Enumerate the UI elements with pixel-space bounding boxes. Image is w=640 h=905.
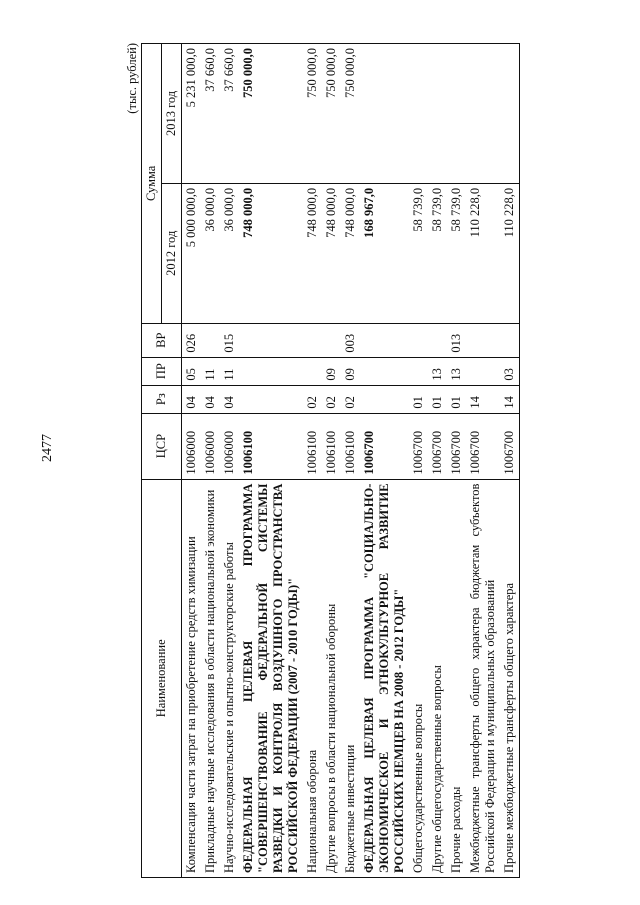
row-pr: 09 [341,357,360,385]
header-rz: Рз [142,385,182,413]
row-vr [239,323,303,357]
row-name: Национальная оборона [303,479,322,877]
table-row [428,44,447,878]
row-sum-2012: 168 967,0 [360,183,409,323]
row-csr: 1006700 [360,413,409,479]
row-csr: 1006000 [201,413,220,479]
row-name: Межбюджетные трансферты общего характера бюджетам субъектов Российской Федерации и муниципальных образований [466,479,500,877]
row-pr: 13 [428,357,447,385]
row-vr: 026 [182,323,202,357]
table-row [220,44,239,878]
row-rz [360,385,409,413]
page-number: 2477 [40,434,55,462]
row-csr: 1006700 [447,413,466,479]
header-2012: 2012 год [162,183,182,323]
row-pr: 09 [322,357,341,385]
row-rz: 04 [182,385,202,413]
row-pr: 03 [500,357,520,385]
row-csr: 1006700 [466,413,500,479]
row-sum-2013 [428,44,447,184]
row-sum-2013: 5 231 000,0 [182,44,202,184]
row-name: Прочие расходы [447,479,466,877]
row-csr: 1006700 [428,413,447,479]
row-sum-2012: 110 228,0 [466,183,500,323]
units-note: (тыс. рублей) [125,43,139,114]
row-rz: 02 [341,385,360,413]
row-name: Другие общегосударственные вопросы [428,479,447,877]
row-rz: 01 [428,385,447,413]
row-name: Общегосударственные вопросы [409,479,428,877]
row-sum-2012: 36 000,0 [201,183,220,323]
table-row [239,44,303,878]
row-sum-2012: 5 000 000,0 [182,183,202,323]
table-row [360,44,409,878]
row-csr: 1006100 [303,413,322,479]
row-name: Компенсация части затрат на приобретение средств химизации [182,479,202,877]
row-sum-2013 [447,44,466,184]
row-sum-2013 [360,44,409,184]
header-name: Наименование [142,479,182,877]
row-rz: 01 [409,385,428,413]
table-body [182,44,520,878]
row-sum-2013 [409,44,428,184]
row-sum-2013: 750 000,0 [239,44,303,184]
rotated-page [125,43,625,878]
table-row [409,44,428,878]
row-vr: 015 [220,323,239,357]
row-sum-2013: 750 000,0 [341,44,360,184]
table-row [303,44,322,878]
row-vr [360,323,409,357]
row-sum-2013: 750 000,0 [322,44,341,184]
table-row [500,44,520,878]
header-pr: ПР [142,357,182,385]
row-pr [466,357,500,385]
row-name: Прикладные научные исследования в области национальной экономики [201,479,220,877]
row-vr: 003 [341,323,360,357]
row-pr: 05 [182,357,202,385]
row-name: ФЕДЕРАЛЬНАЯ ЦЕЛЕВАЯ ПРОГРАММА "СОВЕРШЕНСТВОВАНИЕ ФЕДЕРАЛЬНОЙ СИСТЕМЫ РАЗВЕДКИ И КОНТРОЛЯ ВОЗДУШНОГО ПРОСТРАНСТВА РОССИЙСКОЙ ФЕДЕРАЦИИ (2007 - 2010 ГОДЫ)" [239,479,303,877]
row-pr: 11 [201,357,220,385]
row-name: Бюджетные инвестиции [341,479,360,877]
row-sum-2013: 37 660,0 [201,44,220,184]
row-csr: 1006000 [182,413,202,479]
row-sum-2012: 36 000,0 [220,183,239,323]
row-sum-2012: 58 739,0 [428,183,447,323]
row-csr: 1006100 [322,413,341,479]
row-csr: 1006700 [500,413,520,479]
row-sum-2013: 37 660,0 [220,44,239,184]
row-name: ФЕДЕРАЛЬНАЯ ЦЕЛЕВАЯ ПРОГРАММА "СОЦИАЛЬНО-ЭКОНОМИЧЕСКОЕ И ЭТНОКУЛЬТУРНОЕ РАЗВИТИЕ РОССИЙСКИХ НЕМЦЕВ НА 2008 - 2012 ГОДЫ" [360,479,409,877]
row-sum-2013 [466,44,500,184]
row-csr: 1006100 [341,413,360,479]
budget-table [141,43,520,878]
row-vr [201,323,220,357]
row-sum-2013: 750 000,0 [303,44,322,184]
row-vr [500,323,520,357]
row-rz: 14 [466,385,500,413]
row-sum-2012: 748 000,0 [322,183,341,323]
row-pr [360,357,409,385]
row-vr [322,323,341,357]
table-row [447,44,466,878]
row-sum-2012: 110 228,0 [500,183,520,323]
table-row [322,44,341,878]
row-rz: 04 [220,385,239,413]
row-vr [409,323,428,357]
row-csr: 1006000 [220,413,239,479]
row-vr [428,323,447,357]
row-sum-2012: 58 739,0 [447,183,466,323]
header-sum: Сумма [142,44,162,324]
row-csr: 1006100 [239,413,303,479]
row-rz: 02 [303,385,322,413]
row-name: Прочие межбюджетные трансферты общего характера [500,479,520,877]
header-2013: 2013 год [162,44,182,184]
row-name: Научно-исследовательские и опытно-конструкторские работы [220,479,239,877]
row-pr [409,357,428,385]
row-sum-2012: 748 000,0 [239,183,303,323]
row-rz: 14 [500,385,520,413]
table-row [466,44,500,878]
row-vr [303,323,322,357]
row-sum-2012: 748 000,0 [341,183,360,323]
row-pr: 11 [220,357,239,385]
row-rz: 01 [447,385,466,413]
row-name: Другие вопросы в области национальной обороны [322,479,341,877]
header-vr: ВР [142,323,182,357]
header-csr: ЦСР [142,413,182,479]
row-pr [239,357,303,385]
row-pr: 13 [447,357,466,385]
table-row [182,44,202,878]
row-rz: 02 [322,385,341,413]
row-rz [239,385,303,413]
row-sum-2012: 748 000,0 [303,183,322,323]
row-rz: 04 [201,385,220,413]
row-sum-2013 [500,44,520,184]
row-pr [303,357,322,385]
row-csr: 1006700 [409,413,428,479]
table-row [201,44,220,878]
table-row [341,44,360,878]
row-sum-2012: 58 739,0 [409,183,428,323]
row-vr: 013 [447,323,466,357]
row-vr [466,323,500,357]
